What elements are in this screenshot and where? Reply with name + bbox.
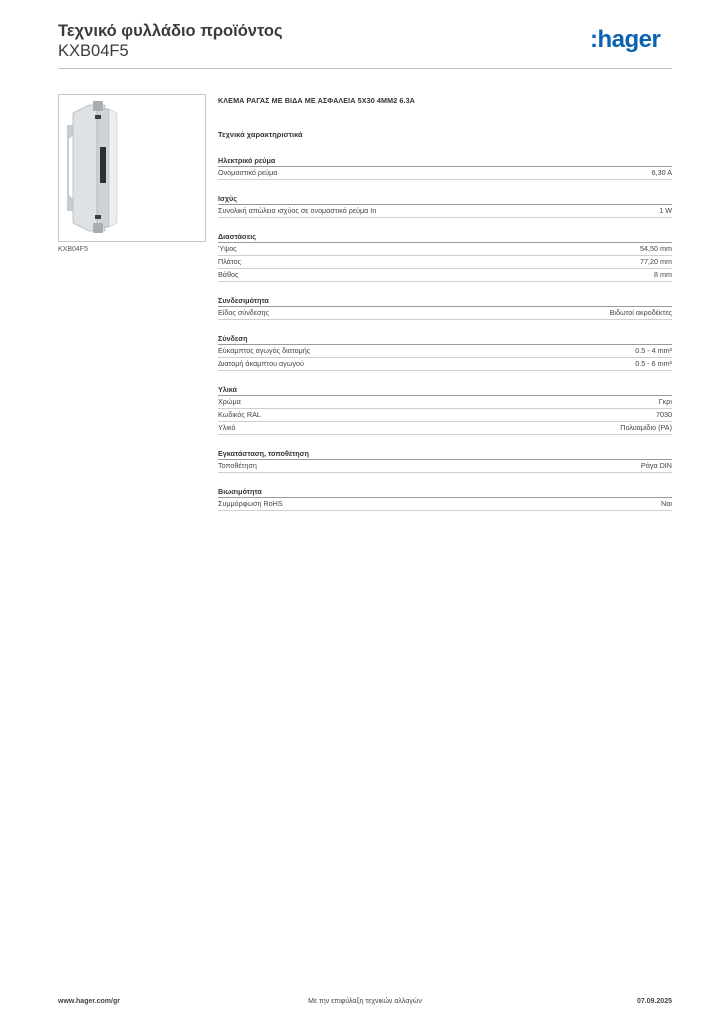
spec-value: 77,20 mm	[640, 257, 672, 266]
footer-notice: Με την επιφύλαξη τεχνικών αλλαγών	[308, 998, 422, 1005]
spec-label: Εύκαμπτος αγωγός διατομής	[218, 346, 311, 355]
spec-label: Συνολική απώλεια ισχύος σε ονομαστικό ρεύμα In	[218, 206, 377, 215]
section-title: Τεχνικά χαρακτηριστικά	[218, 130, 303, 139]
spec-row	[218, 205, 672, 218]
spec-label: Βάθος	[218, 270, 239, 279]
spec-row	[218, 345, 672, 358]
spec-label: Συμμόρφωση RoHS	[218, 499, 283, 508]
spec-label: Χρώμα	[218, 397, 241, 406]
spec-value: 0.5 - 4 mm²	[635, 346, 672, 355]
spec-value: Γκρι	[658, 397, 672, 406]
page-header	[58, 21, 672, 61]
spec-group-title: Υλικά	[218, 384, 672, 396]
spec-label: Πλάτος	[218, 257, 242, 266]
spec-value: 54,50 mm	[640, 244, 672, 253]
product-code: KXB04F5	[58, 42, 129, 60]
spec-group-title: Διαστάσεις	[218, 231, 672, 243]
spec-group	[218, 448, 672, 473]
spec-group	[218, 295, 672, 320]
spec-group-title: Βιωσιμότητα	[218, 486, 672, 498]
spec-value: Ναι	[661, 499, 672, 508]
spec-label: Κωδικός RAL	[218, 410, 261, 419]
footer-website-link[interactable]: www.hager.com/gr	[58, 998, 120, 1005]
spec-row	[218, 358, 672, 371]
spec-group-title: Ηλεκτρικό ρεύμα	[218, 155, 672, 167]
spec-content	[218, 96, 672, 511]
spec-label: Τοποθέτηση	[218, 461, 257, 470]
spec-value: 0.5 - 6 mm²	[635, 359, 672, 368]
spec-label: Υλικό	[218, 423, 236, 432]
logo-text: :hager	[590, 26, 661, 53]
spec-group	[218, 384, 672, 435]
spec-group	[218, 193, 672, 218]
spec-groups	[218, 155, 672, 511]
spec-row	[218, 460, 672, 473]
spec-row	[218, 269, 672, 282]
image-caption: KXB04F5	[58, 246, 88, 253]
hager-logo[interactable]	[590, 26, 672, 54]
spec-group-title: Σύνδεση	[218, 333, 672, 345]
terminal-block-picture	[59, 95, 205, 241]
spec-value: Ράγα DIN	[640, 461, 672, 470]
product-image	[58, 94, 206, 242]
spec-label: Ύψος	[218, 244, 237, 253]
spec-value: Βιδωτοί ακροδέκτες	[609, 308, 672, 317]
spec-row	[218, 167, 672, 180]
product-name: ΚΛΕΜΑ ΡΑΓΑΣ ΜΕ ΒΙΔΑ ΜΕ ΑΣΦΑΛΕΙΑ 5Χ30 4ΜΜ2 6.3Α	[218, 96, 415, 105]
spec-row	[218, 409, 672, 422]
spec-group-title: Εγκατάσταση, τοποθέτηση	[218, 448, 672, 460]
footer-date: 07.09.2025	[636, 998, 672, 1005]
spec-value: 8 mm	[654, 270, 672, 279]
spec-group	[218, 486, 672, 511]
page-title: Τεχνικό φυλλάδιο προϊόντος	[58, 22, 283, 40]
spec-group-title: Συνδεσιμότητα	[218, 295, 672, 307]
spec-row	[218, 498, 672, 511]
spec-label: Είδος σύνδεσης	[218, 308, 269, 317]
spec-row	[218, 396, 672, 409]
spec-value: 1 W	[659, 206, 672, 215]
spec-row	[218, 307, 672, 320]
spec-row	[218, 422, 672, 435]
spec-value: 6,30 A	[651, 168, 672, 177]
spec-label: Ονομαστικό ρεύμα	[218, 168, 278, 177]
spec-row	[218, 243, 672, 256]
spec-group	[218, 155, 672, 180]
spec-group	[218, 231, 672, 282]
spec-value: 7030	[656, 410, 672, 419]
spec-row	[218, 256, 672, 269]
spec-label: Διατομή άκαμπτου αγωγού	[218, 359, 304, 368]
spec-group-title: Ισχύς	[218, 193, 672, 205]
header-divider	[58, 68, 672, 69]
spec-value: Πολυαμίδιο (PA)	[620, 423, 672, 432]
spec-group	[218, 333, 672, 371]
